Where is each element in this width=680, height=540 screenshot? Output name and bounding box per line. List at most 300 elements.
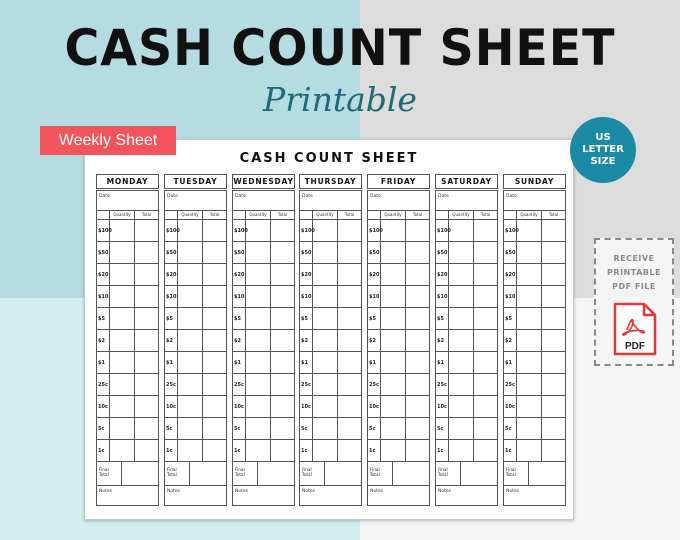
denomination-label: $2 — [233, 330, 246, 351]
total-cell — [542, 264, 565, 285]
denomination-row — [504, 242, 565, 264]
quantity-cell — [178, 286, 203, 307]
denomination-label: $5 — [165, 308, 178, 329]
denomination-row — [300, 220, 361, 242]
denomination-label: $100 — [368, 220, 381, 241]
denomination-row — [233, 242, 294, 264]
quantity-cell — [517, 308, 542, 329]
denomination-row — [165, 308, 226, 330]
date-row — [233, 191, 294, 211]
quantity-cell — [110, 242, 135, 263]
denomination-row — [504, 440, 565, 462]
final-total-label: Final Total — [233, 462, 258, 485]
denomination-label: $5 — [300, 308, 313, 329]
main-title: CASH COUNT SHEET — [64, 19, 616, 77]
quantity-cell — [313, 330, 338, 351]
total-cell — [203, 418, 226, 439]
quantity-cell — [381, 330, 406, 351]
quantity-cell — [381, 242, 406, 263]
quantity-label: Quantity — [449, 211, 474, 219]
quantity-cell — [517, 440, 542, 461]
pdf-box-line: PRINTABLE — [607, 268, 661, 277]
denomination-label: 1c — [436, 440, 449, 461]
denomination-row — [300, 264, 361, 286]
quantity-cell — [110, 396, 135, 417]
quantity-cell — [178, 264, 203, 285]
denomination-label: $2 — [97, 330, 110, 351]
denomination-row — [504, 308, 565, 330]
total-cell — [406, 352, 429, 373]
denomination-row — [436, 308, 497, 330]
total-cell — [271, 264, 294, 285]
denomination-label: $1 — [233, 352, 246, 373]
quantity-cell — [313, 352, 338, 373]
total-cell — [338, 242, 361, 263]
denomination-row — [504, 264, 565, 286]
total-cell — [135, 308, 158, 329]
total-cell — [271, 418, 294, 439]
denomination-label: 1c — [368, 440, 381, 461]
denomination-label: 1c — [165, 440, 178, 461]
day-card — [367, 190, 430, 506]
denomination-label: $1 — [300, 352, 313, 373]
denomination-row — [504, 352, 565, 374]
quantity-cell — [313, 308, 338, 329]
notes-label: Notes — [302, 489, 315, 494]
total-cell — [474, 418, 497, 439]
final-total-cell — [393, 462, 429, 485]
day-header: SATURDAY — [435, 174, 498, 189]
denomination-row — [300, 352, 361, 374]
denomination-label: $10 — [233, 286, 246, 307]
denomination-label: $100 — [436, 220, 449, 241]
denomination-row — [165, 396, 226, 418]
denomination-row — [233, 330, 294, 352]
quantity-cell — [449, 220, 474, 241]
final-total-row — [504, 462, 565, 486]
denomination-row — [233, 308, 294, 330]
day-header: FRIDAY — [367, 174, 430, 189]
quantity-cell — [449, 440, 474, 461]
quantity-cell — [381, 396, 406, 417]
quantity-cell — [246, 264, 271, 285]
date-row — [504, 191, 565, 211]
final-total-cell — [529, 462, 565, 485]
total-cell — [474, 352, 497, 373]
denomination-row — [165, 242, 226, 264]
denomination-row — [233, 352, 294, 374]
total-cell — [406, 286, 429, 307]
denomination-row — [504, 220, 565, 242]
total-cell — [135, 264, 158, 285]
pdf-file-icon — [613, 302, 657, 356]
denomination-row — [368, 418, 429, 440]
denomination-row — [97, 330, 158, 352]
denomination-label: $50 — [368, 242, 381, 263]
total-cell — [271, 330, 294, 351]
date-label: Date — [235, 194, 246, 199]
pdf-box-line: PDF FILE — [612, 282, 656, 291]
final-total-row — [300, 462, 361, 486]
final-total-row — [233, 462, 294, 486]
denomination-label: 10c — [504, 396, 517, 417]
total-cell — [135, 396, 158, 417]
quantity-cell — [110, 418, 135, 439]
denomination-label: $100 — [504, 220, 517, 241]
total-cell — [203, 396, 226, 417]
quantity-label: Quantity — [110, 211, 135, 219]
total-cell — [271, 286, 294, 307]
day-header: MONDAY — [96, 174, 159, 189]
day-column — [435, 174, 498, 506]
quantity-cell — [246, 330, 271, 351]
total-cell — [135, 352, 158, 373]
quantity-cell — [449, 286, 474, 307]
denomination-row — [165, 418, 226, 440]
final-total-label: Final Total — [436, 462, 461, 485]
quantity-label: Quantity — [178, 211, 203, 219]
final-total-row — [165, 462, 226, 486]
denomination-label: 25c — [233, 374, 246, 395]
quantity-cell — [517, 242, 542, 263]
total-cell — [474, 242, 497, 263]
total-label: Total — [344, 212, 355, 217]
denomination-row — [436, 242, 497, 264]
quantity-cell — [178, 440, 203, 461]
denomination-row — [300, 330, 361, 352]
quantity-cell — [381, 220, 406, 241]
total-cell — [542, 286, 565, 307]
final-total-label: Final Total — [504, 462, 529, 485]
denomination-row — [436, 264, 497, 286]
denomination-label: $50 — [436, 242, 449, 263]
quantity-cell — [178, 242, 203, 263]
total-label: Total — [412, 212, 423, 217]
denomination-row — [300, 396, 361, 418]
notes-row — [165, 486, 226, 505]
quantity-cell — [381, 374, 406, 395]
quantity-cell — [178, 396, 203, 417]
notes-row — [436, 486, 497, 505]
quantity-cell — [246, 418, 271, 439]
notes-row — [97, 486, 158, 505]
denomination-label: $100 — [300, 220, 313, 241]
total-cell — [203, 352, 226, 373]
total-cell — [271, 396, 294, 417]
total-cell — [135, 440, 158, 461]
badge-us-line: LETTER — [582, 144, 624, 155]
denomination-row — [97, 220, 158, 242]
quantity-cell — [449, 330, 474, 351]
day-column — [503, 174, 566, 506]
total-label: Total — [141, 212, 152, 217]
total-cell — [474, 396, 497, 417]
total-cell — [406, 374, 429, 395]
quantity-cell — [449, 264, 474, 285]
day-header: WEDNESDAY — [232, 174, 295, 189]
day-card — [435, 190, 498, 506]
denomination-row — [165, 352, 226, 374]
denomination-row — [300, 374, 361, 396]
denomination-row — [368, 396, 429, 418]
total-cell — [474, 286, 497, 307]
quantity-cell — [110, 352, 135, 373]
denomination-row — [436, 440, 497, 462]
total-cell — [135, 286, 158, 307]
quantity-cell — [110, 374, 135, 395]
total-cell — [542, 330, 565, 351]
total-cell — [271, 242, 294, 263]
denomination-row — [368, 242, 429, 264]
date-row — [436, 191, 497, 211]
column-header-row — [165, 211, 226, 220]
quantity-cell — [313, 220, 338, 241]
denomination-row — [504, 396, 565, 418]
quantity-cell — [246, 352, 271, 373]
total-cell — [271, 308, 294, 329]
denomination-row — [233, 264, 294, 286]
total-cell — [135, 220, 158, 241]
denomination-label: $20 — [97, 264, 110, 285]
final-total-cell — [461, 462, 497, 485]
denomination-row — [97, 264, 158, 286]
quantity-cell — [381, 352, 406, 373]
total-cell — [542, 374, 565, 395]
total-label: Total — [548, 212, 559, 217]
denomination-label: $20 — [436, 264, 449, 285]
badge-us-line: SIZE — [590, 156, 616, 167]
denomination-label: 1c — [300, 440, 313, 461]
quantity-cell — [246, 286, 271, 307]
denomination-row — [233, 286, 294, 308]
denomination-row — [165, 220, 226, 242]
denomination-label: $10 — [368, 286, 381, 307]
denomination-label: $50 — [97, 242, 110, 263]
total-cell — [542, 308, 565, 329]
subtitle: Printable — [263, 80, 417, 119]
day-column — [367, 174, 430, 506]
denomination-label: 5c — [368, 418, 381, 439]
quantity-cell — [517, 220, 542, 241]
total-cell — [406, 308, 429, 329]
day-column — [299, 174, 362, 506]
quantity-cell — [178, 418, 203, 439]
column-header-row — [97, 211, 158, 220]
denomination-label: 10c — [233, 396, 246, 417]
date-row — [368, 191, 429, 211]
day-column — [96, 174, 159, 506]
quantity-cell — [449, 374, 474, 395]
final-total-label: Final Total — [97, 462, 122, 485]
day-card — [96, 190, 159, 506]
final-total-cell — [190, 462, 226, 485]
denomination-row — [165, 374, 226, 396]
total-label: Total — [480, 212, 491, 217]
denomination-row — [504, 374, 565, 396]
total-cell — [542, 352, 565, 373]
total-cell — [203, 286, 226, 307]
denomination-label: $50 — [300, 242, 313, 263]
day-header: THURSDAY — [299, 174, 362, 189]
denomination-label: 25c — [97, 374, 110, 395]
notes-row — [233, 486, 294, 505]
notes-row — [300, 486, 361, 505]
quantity-cell — [517, 352, 542, 373]
denomination-row — [165, 286, 226, 308]
denomination-row — [233, 440, 294, 462]
date-label: Date — [167, 194, 178, 199]
notes-label: Notes — [99, 489, 112, 494]
total-cell — [271, 374, 294, 395]
denomination-row — [233, 418, 294, 440]
quantity-cell — [313, 264, 338, 285]
denomination-label: 10c — [97, 396, 110, 417]
quantity-cell — [381, 308, 406, 329]
denomination-row — [436, 352, 497, 374]
notes-label: Notes — [506, 489, 519, 494]
total-cell — [474, 330, 497, 351]
total-cell — [406, 242, 429, 263]
denomination-label: $10 — [436, 286, 449, 307]
denomination-row — [300, 440, 361, 462]
denomination-row — [165, 440, 226, 462]
denomination-row — [436, 396, 497, 418]
denomination-row — [97, 242, 158, 264]
denomination-label: $1 — [368, 352, 381, 373]
quantity-cell — [178, 374, 203, 395]
date-label: Date — [302, 194, 313, 199]
denomination-row — [368, 220, 429, 242]
denomination-label: 5c — [436, 418, 449, 439]
denomination-label: 1c — [504, 440, 517, 461]
quantity-cell — [246, 396, 271, 417]
denomination-label: $2 — [436, 330, 449, 351]
denomination-row — [368, 352, 429, 374]
quantity-cell — [313, 440, 338, 461]
final-total-row — [97, 462, 158, 486]
day-header: TUESDAY — [164, 174, 227, 189]
total-cell — [203, 308, 226, 329]
final-total-row — [368, 462, 429, 486]
denomination-label: 5c — [97, 418, 110, 439]
denomination-row — [300, 418, 361, 440]
total-cell — [135, 418, 158, 439]
denomination-label: $10 — [504, 286, 517, 307]
denomination-row — [368, 264, 429, 286]
quantity-cell — [246, 440, 271, 461]
denomination-row — [300, 308, 361, 330]
denomination-label: $5 — [233, 308, 246, 329]
total-cell — [542, 220, 565, 241]
denomination-row — [368, 308, 429, 330]
pdf-file-box — [594, 238, 674, 366]
notes-row — [504, 486, 565, 505]
date-label: Date — [370, 194, 381, 199]
denomination-label: $2 — [368, 330, 381, 351]
total-cell — [135, 330, 158, 351]
quantity-label: Quantity — [381, 211, 406, 219]
denomination-label: $1 — [165, 352, 178, 373]
final-total-label: Final Total — [368, 462, 393, 485]
denomination-label: 25c — [300, 374, 313, 395]
denomination-label: $5 — [436, 308, 449, 329]
date-label: Date — [438, 194, 449, 199]
date-row — [300, 191, 361, 211]
denomination-label: 25c — [165, 374, 178, 395]
total-cell — [406, 396, 429, 417]
total-cell — [203, 264, 226, 285]
us-letter-size-badge — [570, 117, 636, 183]
quantity-cell — [381, 264, 406, 285]
quantity-cell — [110, 308, 135, 329]
total-cell — [338, 352, 361, 373]
denomination-row — [300, 286, 361, 308]
total-cell — [271, 220, 294, 241]
notes-label: Notes — [235, 489, 248, 494]
total-cell — [338, 440, 361, 461]
denomination-label: $2 — [165, 330, 178, 351]
denomination-label: 5c — [504, 418, 517, 439]
quantity-cell — [110, 220, 135, 241]
day-card — [164, 190, 227, 506]
denomination-label: 5c — [165, 418, 178, 439]
quantity-cell — [449, 242, 474, 263]
notes-label: Notes — [438, 489, 451, 494]
date-label: Date — [99, 194, 110, 199]
total-label: Total — [209, 212, 220, 217]
denomination-label: $50 — [504, 242, 517, 263]
denomination-label: $20 — [165, 264, 178, 285]
final-total-cell — [258, 462, 294, 485]
day-card — [232, 190, 295, 506]
quantity-cell — [517, 330, 542, 351]
quantity-label: Quantity — [313, 211, 338, 219]
total-cell — [406, 418, 429, 439]
quantity-cell — [110, 264, 135, 285]
total-cell — [542, 440, 565, 461]
total-cell — [338, 220, 361, 241]
denomination-label: $20 — [368, 264, 381, 285]
date-row — [165, 191, 226, 211]
denomination-label: $100 — [165, 220, 178, 241]
denomination-label: 10c — [300, 396, 313, 417]
denomination-row — [300, 242, 361, 264]
quantity-cell — [110, 286, 135, 307]
denomination-label: 10c — [368, 396, 381, 417]
total-cell — [406, 264, 429, 285]
total-cell — [338, 418, 361, 439]
denomination-label: $50 — [233, 242, 246, 263]
denomination-label: $20 — [504, 264, 517, 285]
denomination-label: $10 — [165, 286, 178, 307]
quantity-label: Quantity — [246, 211, 271, 219]
total-cell — [338, 330, 361, 351]
column-header-row — [233, 211, 294, 220]
denomination-label: $20 — [300, 264, 313, 285]
denomination-label: $20 — [233, 264, 246, 285]
denomination-label: 1c — [97, 440, 110, 461]
total-cell — [338, 374, 361, 395]
denomination-row — [233, 396, 294, 418]
quantity-cell — [449, 418, 474, 439]
denomination-row — [368, 286, 429, 308]
denomination-label: 5c — [300, 418, 313, 439]
total-cell — [271, 352, 294, 373]
denomination-label: $1 — [97, 352, 110, 373]
pdf-box-line: RECEIVE — [613, 254, 655, 263]
quantity-cell — [449, 308, 474, 329]
denomination-label: $10 — [300, 286, 313, 307]
